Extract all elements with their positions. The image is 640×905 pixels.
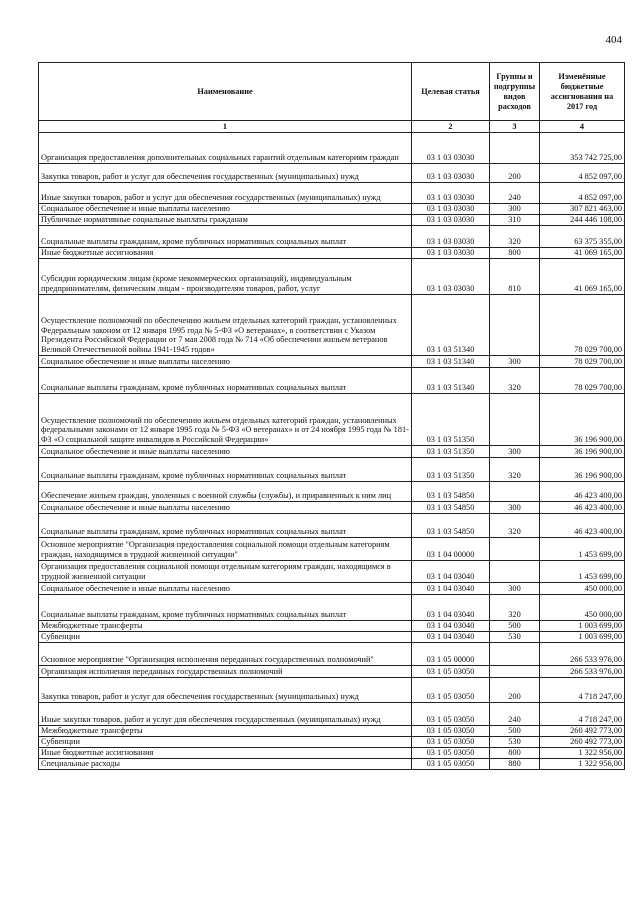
column-number: 4 (540, 121, 625, 133)
header-group: Группы и подгруппы видов расходов (490, 63, 540, 121)
column-number: 2 (412, 121, 490, 133)
cell-target: 03 1 03 51350 (412, 446, 490, 458)
table-row (39, 248, 625, 259)
cell-group: 200 (490, 678, 540, 703)
table-row (39, 215, 625, 226)
cell-group: 240 (490, 703, 540, 726)
cell-group (490, 133, 540, 164)
cell-group: 320 (490, 226, 540, 248)
cell-group (490, 561, 540, 583)
cell-amount: 244 446 108,00 (540, 215, 625, 226)
cell-group: 530 (490, 632, 540, 643)
cell-group: 880 (490, 759, 540, 770)
cell-amount: 4 718 247,00 (540, 703, 625, 726)
cell-group: 300 (490, 204, 540, 215)
table-row (39, 621, 625, 632)
header-name: Наименование (39, 63, 412, 121)
cell-target: 03 1 03 03030 (412, 259, 490, 295)
cell-target: 03 1 03 51340 (412, 356, 490, 368)
cell-target: 03 1 05 03050 (412, 666, 490, 678)
cell-amount: 4 852 097,00 (540, 164, 625, 183)
table-row (39, 703, 625, 726)
cell-target: 03 1 05 03050 (412, 678, 490, 703)
cell-amount: 450 000,00 (540, 595, 625, 621)
cell-name: Закупка товаров, работ и услуг для обеспечения государственных (муниципальных) нужд (39, 678, 412, 703)
table-row (39, 583, 625, 595)
cell-name: Социальные выплаты гражданам, кроме публичных нормативных социальных выплат (39, 595, 412, 621)
cell-name: Иные закупки товаров, работ и услуг для обеспечения государственных (муниципальных) нужд (39, 183, 412, 204)
cell-group (490, 643, 540, 666)
cell-target: 03 1 03 03030 (412, 133, 490, 164)
cell-amount: 46 423 400,00 (540, 514, 625, 538)
cell-group (490, 666, 540, 678)
cell-amount: 4 852 097,00 (540, 183, 625, 204)
cell-amount: 41 069 165,00 (540, 248, 625, 259)
cell-amount: 266 533 976,00 (540, 643, 625, 666)
cell-amount: 260 492 773,00 (540, 726, 625, 737)
cell-amount: 36 196 900,00 (540, 458, 625, 482)
table-row (39, 678, 625, 703)
column-number-row (39, 121, 625, 133)
cell-target: 03 1 04 03040 (412, 632, 490, 643)
cell-name: Социальное обеспечение и иные выплаты населению (39, 502, 412, 514)
table-row (39, 183, 625, 204)
cell-group (490, 295, 540, 356)
cell-target: 03 1 05 03050 (412, 737, 490, 748)
cell-target: 03 1 03 51340 (412, 368, 490, 394)
table-row (39, 259, 625, 295)
cell-target: 03 1 03 03030 (412, 248, 490, 259)
table-row (39, 632, 625, 643)
cell-name: Осуществление полномочий по обеспечению жильем отдельных категорий граждан, установленных федеральными законами от 12 января 1995 года № 5-ФЗ «О ветеранах» и от 24 ноября 1995 года № 181-ФЗ «О социальной защите инвалидов в Российской Федерации» (39, 394, 412, 446)
table-row (39, 446, 625, 458)
table-row (39, 666, 625, 678)
cell-name: Субсидии юридическим лицам (кроме некоммерческих организаций), индивидуальным предпринимателям, физическим лицам - производителям товаров, работ, услуг (39, 259, 412, 295)
cell-amount: 1 003 699,00 (540, 621, 625, 632)
cell-name: Иные бюджетные ассигнования (39, 248, 412, 259)
table-row (39, 514, 625, 538)
cell-group: 800 (490, 748, 540, 759)
table-row (39, 643, 625, 666)
cell-target: 03 1 03 03030 (412, 215, 490, 226)
table-row (39, 759, 625, 770)
cell-amount: 46 423 400,00 (540, 502, 625, 514)
table-row (39, 538, 625, 561)
cell-target: 03 1 04 00000 (412, 538, 490, 561)
cell-target: 03 1 03 03030 (412, 164, 490, 183)
table-row (39, 482, 625, 502)
cell-name: Социальное обеспечение и иные выплаты населению (39, 583, 412, 595)
cell-group: 300 (490, 583, 540, 595)
table-row (39, 737, 625, 748)
cell-name: Закупка товаров, работ и услуг для обеспечения государственных (муниципальных) нужд (39, 164, 412, 183)
table-row (39, 295, 625, 356)
cell-name: Субвенции (39, 632, 412, 643)
cell-name: Межбюджетные трансферты (39, 621, 412, 632)
cell-group (490, 538, 540, 561)
cell-target: 03 1 03 54850 (412, 502, 490, 514)
table-row (39, 368, 625, 394)
cell-target: 03 1 05 03050 (412, 726, 490, 737)
cell-amount: 63 375 355,00 (540, 226, 625, 248)
cell-amount: 260 492 773,00 (540, 737, 625, 748)
cell-group (490, 394, 540, 446)
table-row (39, 164, 625, 183)
table-row (39, 458, 625, 482)
cell-name: Социальные выплаты гражданам, кроме публичных нормативных социальных выплат (39, 514, 412, 538)
cell-target: 03 1 05 03050 (412, 703, 490, 726)
cell-group: 300 (490, 446, 540, 458)
budget-table (38, 62, 625, 770)
cell-amount: 353 742 725,00 (540, 133, 625, 164)
cell-group: 800 (490, 248, 540, 259)
cell-name: Публичные нормативные социальные выплаты гражданам (39, 215, 412, 226)
cell-name: Социальные выплаты гражданам, кроме публичных нормативных социальных выплат (39, 226, 412, 248)
cell-name: Обеспечение жильем граждан, уволенных с военной службы (службы), и приравненных к ним лиц (39, 482, 412, 502)
cell-amount: 1 003 699,00 (540, 632, 625, 643)
cell-group: 240 (490, 183, 540, 204)
cell-name: Специальные расходы (39, 759, 412, 770)
cell-name: Субвенции (39, 737, 412, 748)
table-row (39, 226, 625, 248)
cell-target: 03 1 03 03030 (412, 183, 490, 204)
cell-group: 500 (490, 726, 540, 737)
cell-name: Организация исполнения переданных государственных полномочий (39, 666, 412, 678)
cell-name: Социальное обеспечение и иные выплаты населению (39, 446, 412, 458)
cell-group: 320 (490, 458, 540, 482)
header-amount: Изменённые бюджетные ассигнования на 2017 год (540, 63, 625, 121)
table-row (39, 748, 625, 759)
cell-target: 03 1 04 03040 (412, 583, 490, 595)
cell-target: 03 1 03 54850 (412, 514, 490, 538)
cell-target: 03 1 03 51350 (412, 394, 490, 446)
cell-amount: 1 322 956,00 (540, 748, 625, 759)
cell-name: Иные закупки товаров, работ и услуг для обеспечения государственных (муниципальных) нужд (39, 703, 412, 726)
table-row (39, 356, 625, 368)
table-row (39, 204, 625, 215)
cell-name: Социальные выплаты гражданам, кроме публичных нормативных социальных выплат (39, 458, 412, 482)
cell-amount: 1 322 956,00 (540, 759, 625, 770)
cell-amount: 36 196 900,00 (540, 394, 625, 446)
cell-group: 320 (490, 595, 540, 621)
cell-name: Социальные выплаты гражданам, кроме публичных нормативных социальных выплат (39, 368, 412, 394)
table-row (39, 726, 625, 737)
cell-group: 500 (490, 621, 540, 632)
cell-amount: 1 453 699,00 (540, 538, 625, 561)
cell-amount: 78 029 700,00 (540, 356, 625, 368)
cell-target: 03 1 04 03040 (412, 595, 490, 621)
cell-target: 03 1 03 51350 (412, 458, 490, 482)
cell-amount: 46 423 400,00 (540, 482, 625, 502)
cell-name: Социальное обеспечение и иные выплаты населению (39, 204, 412, 215)
cell-name: Иные бюджетные ассигнования (39, 748, 412, 759)
cell-target: 03 1 03 54850 (412, 482, 490, 502)
cell-amount: 78 029 700,00 (540, 295, 625, 356)
cell-name: Осуществление полномочий по обеспечению жильем отдельных категорий граждан, установленных Федеральным законом от 12 января 1995 года № 5-ФЗ «О ветеранах», в соответствии с Указом Президента Российской Федерации от 7 мая 2008 года № 714 «Об обеспечении жильем ветеранов Великой Отечественной войны 1941-1945 годов» (39, 295, 412, 356)
table-row (39, 561, 625, 583)
cell-amount: 36 196 900,00 (540, 446, 625, 458)
cell-group: 530 (490, 737, 540, 748)
cell-group: 810 (490, 259, 540, 295)
cell-target: 03 1 03 03030 (412, 204, 490, 215)
cell-group: 320 (490, 368, 540, 394)
cell-amount: 307 821 463,00 (540, 204, 625, 215)
cell-name: Межбюджетные трансферты (39, 726, 412, 737)
table-row (39, 394, 625, 446)
cell-target: 03 1 03 03030 (412, 226, 490, 248)
cell-group: 310 (490, 215, 540, 226)
cell-amount: 78 029 700,00 (540, 368, 625, 394)
cell-name: Основное мероприятие "Организация предоставления социальной помощи отдельным категориям граждан, находящимся в трудной жизненной ситуации" (39, 538, 412, 561)
page-number: 404 (605, 34, 622, 46)
cell-group: 200 (490, 164, 540, 183)
cell-name: Основное мероприятие "Организация исполнения переданных государственных полномочий" (39, 643, 412, 666)
table-row (39, 133, 625, 164)
cell-amount: 1 453 699,00 (540, 561, 625, 583)
cell-group: 320 (490, 514, 540, 538)
cell-group: 300 (490, 502, 540, 514)
cell-target: 03 1 04 03040 (412, 621, 490, 632)
table-header-row (39, 63, 625, 121)
header-target: Целевая статья (412, 63, 490, 121)
cell-group: 300 (490, 356, 540, 368)
cell-name: Социальное обеспечение и иные выплаты населению (39, 356, 412, 368)
cell-amount: 266 533 976,00 (540, 666, 625, 678)
table-row (39, 502, 625, 514)
cell-amount: 41 069 165,00 (540, 259, 625, 295)
cell-group (490, 482, 540, 502)
cell-name: Организация предоставления дополнительных социальных гарантий отдельным категориям граждан (39, 133, 412, 164)
table-row (39, 595, 625, 621)
cell-target: 03 1 03 51340 (412, 295, 490, 356)
cell-target: 03 1 05 03050 (412, 759, 490, 770)
column-number: 1 (39, 121, 412, 133)
cell-amount: 450 000,00 (540, 583, 625, 595)
cell-target: 03 1 05 00000 (412, 643, 490, 666)
column-number: 3 (490, 121, 540, 133)
cell-target: 03 1 04 03040 (412, 561, 490, 583)
cell-amount: 4 718 247,00 (540, 678, 625, 703)
cell-name: Организация предоставления социальной помощи отдельным категориям граждан, находящимся в трудной жизненной ситуации (39, 561, 412, 583)
cell-target: 03 1 05 03050 (412, 748, 490, 759)
